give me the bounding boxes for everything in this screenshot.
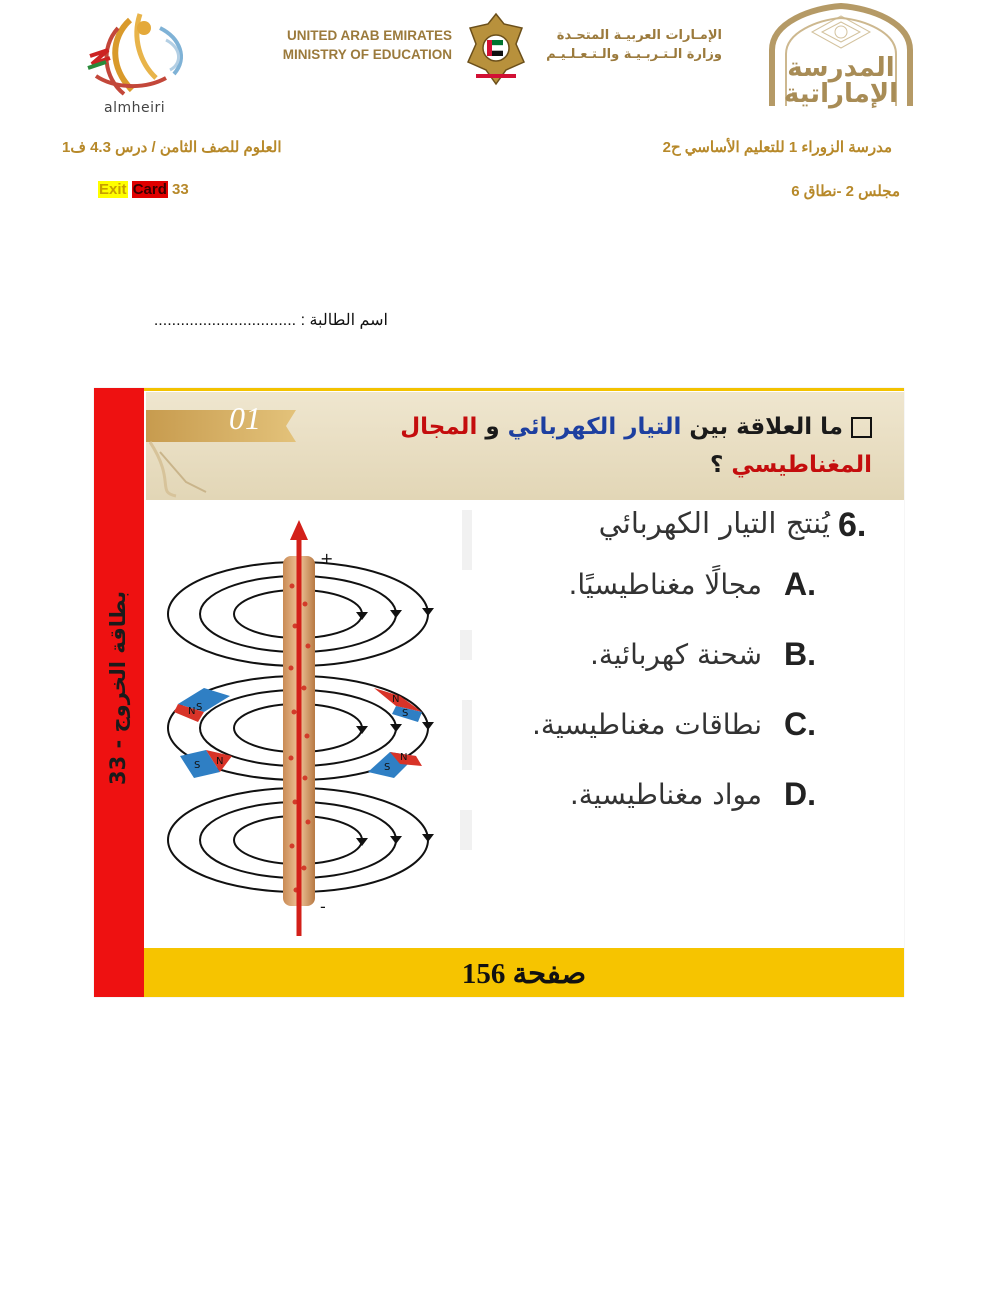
question-part1: ما العلاقة بين [681,414,843,440]
diagram-minus-sign: - [320,897,326,916]
option-d-letter[interactable]: D. [784,776,816,812]
svg-text:N: N [188,706,196,717]
option-d-text[interactable]: مواد مغناطيسية. [569,778,762,811]
question-badge-number: 01 [229,400,261,436]
question-term-field: المجال [400,414,478,440]
svg-text:S: S [194,760,201,771]
almheiri-logo-text: almheiri [104,100,166,116]
svg-text:S: S [196,702,203,713]
exit-card-title [98,181,189,198]
student-name-line[interactable] [72,310,388,330]
question-mark: ؟ [709,452,732,478]
question-text [360,408,872,484]
page-number-label: صفحة 156 [461,958,587,990]
diagram-plus-sign: + [320,549,334,568]
question-checkbox[interactable] [851,417,872,438]
option-b-letter[interactable]: B. [784,636,816,672]
card-side-label: بطاقة الخروج - 33 [106,590,130,786]
compass-magnet-left-bottom [180,750,232,778]
exit-word: Exit [99,181,127,198]
exit-card-number: 33 [172,181,189,198]
ministry-ar-line1: الإمـارات العربيـة المتحـدة [556,28,722,43]
svg-text:N: N [392,694,400,705]
student-name-label: اسم الطالبة : [300,312,388,329]
current-magnetic-field-diagram [160,516,450,944]
svg-text:N: N [216,756,224,767]
student-name-blank[interactable]: ................................ [153,312,297,329]
emirati-school-logo-line2: الإماراتية [783,79,899,109]
card-word: Card [132,181,167,198]
question-term-magnetic: المغناطيسي [731,452,872,478]
compass-magnet-right-bottom [368,752,422,778]
option-c-text[interactable]: نطاقات مغناطيسية. [531,708,762,741]
council-range: مجلس 2 -نطاق 6 [791,183,900,200]
question-part2: و [477,414,508,440]
option-a-letter[interactable]: A. [784,566,816,602]
svg-text:N: N [400,752,408,763]
emirati-school-logo [752,2,930,110]
ministry-name-english [262,26,452,64]
mcq-number: 6. [838,506,867,544]
ministry-name-arabic [538,26,722,64]
ministry-en-line2: MINISTRY OF EDUCATION [282,47,452,62]
option-b-text[interactable]: شحنة كهربائية. [589,638,762,671]
subject-lesson: العلوم للصف الثامن / درس 4.3 ف1 [62,139,282,156]
school-name: مدرسة الزوراء 1 للتعليم الأساسي ح2 [662,139,892,156]
ministry-ar-line2: وزارة الـتـربـيـة والـتـعـلـيـم [546,47,722,62]
uae-emblem-icon [462,10,530,88]
question-term-electric-current: التيار الكهربائي [507,414,682,440]
svg-text:S: S [402,708,409,719]
card-top-strip [144,388,904,391]
emirati-school-logo-line1: المدرسة [787,53,895,83]
option-c-letter[interactable]: C. [784,706,816,742]
option-a-text[interactable]: مجالًا مغناطيسيًا. [568,568,762,601]
ministry-en-line1: UNITED ARAB EMIRATES [287,28,452,43]
svg-text:S: S [384,762,391,773]
mcq-stem: يُنتج التيار الكهربائي [598,506,830,540]
